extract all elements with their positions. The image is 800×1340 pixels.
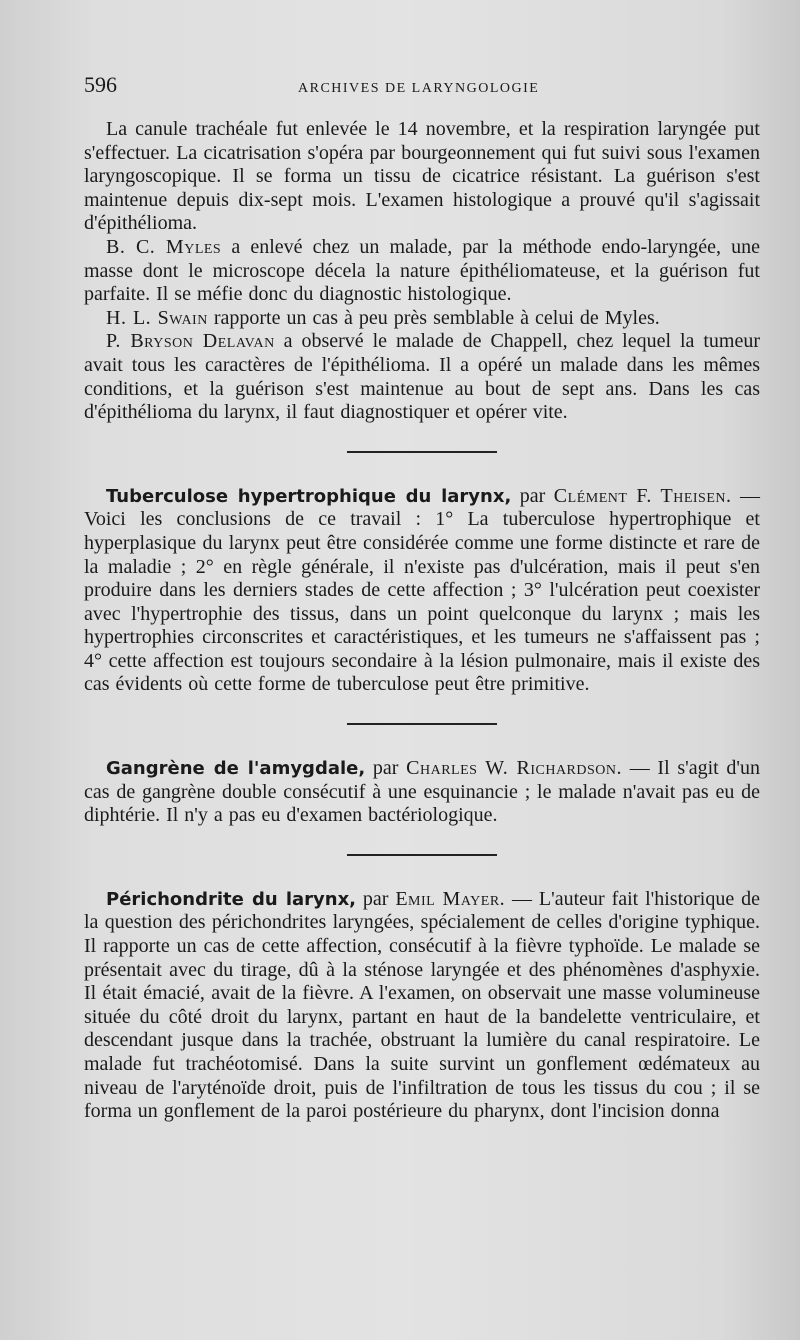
by-word: par <box>365 757 407 780</box>
intro-paragraph-3 <box>84 307 760 331</box>
paragraph-text: — Voici les conclusions de ce travail : 1° La tuberculose hypertrophique et hyperplasique du larynx peut être considérée comme une forme distincte et rare de la maladie ; 2° en règle générale, il n'existe pas d'ulcération, mais il peut s'en produire dans les derniers stades de cette affection ; 3° l'ulcération peut coexister avec l'hypertrophie des tissus, dans un point quelconque du larynx ; mais les hypertrophies circonscrites et caractéristiques, et les tumeurs ne s'affaissent pas ; 4° cette affection est toujours secondaire à la lésion pulmonaire, mais il existe des cas évidents où cette forme de tuberculose peut être primitive. <box>84 484 760 696</box>
body-text <box>84 118 760 1124</box>
section-divider <box>347 723 497 725</box>
author-name: B. C. Myles <box>106 235 222 258</box>
article-title: Périchondrite du larynx, <box>106 888 357 910</box>
paragraph-text: rapporte un cas à peu près semblable à celui de Myles. <box>207 306 660 329</box>
article-title: Tuberculose hypertrophique du larynx, <box>106 485 512 507</box>
section-tuberculose <box>84 485 760 697</box>
author-name: Clément F. Theisen. <box>553 484 732 507</box>
running-head <box>84 72 760 108</box>
intro-paragraph-2 <box>84 236 760 307</box>
author-name: P. Bryson Delavan <box>106 330 275 353</box>
section-divider <box>347 451 497 453</box>
author-name: Emil Mayer. <box>395 887 506 910</box>
by-word: par <box>511 484 554 507</box>
paragraph-text: — L'auteur fait l'historique de la question des périchondrites laryngées, spécialement de celles d'origine typhique. Il rapporte un cas de cette affection, consécutif à la fièvre typhoïde. Le malade se présentait avec du tirage, dû à la sténose laryngée et des phénomènes d'asphyxie. Il était émacié, avait de la fièvre. A l'examen, on observait une masse volumineuse située du côté droit du larynx, partant en haut de la bandelette ventriculaire, et descendant jusque dans la trachée, obstruant la lumière du canal respiratoire. Le malade fut trachéotomisé. Dans la suite survint un gonflement œdémateux au niveau de l'aryténoïde droit, puis de l'infiltration de tous les tissus du cou ; il se forma un gonflement de la paroi postérieure du pharynx, dont l'incision donna <box>84 887 760 1123</box>
author-name: H. L. Swain <box>106 306 208 329</box>
intro-paragraph-4 <box>84 330 760 424</box>
article-title: Gangrène de l'amygdale, <box>106 758 366 780</box>
section-perichondrite <box>84 888 760 1124</box>
journal-title: ARCHIVES DE LARYNGOLOGIE <box>298 81 540 96</box>
paragraph-text: a observé le malade de Chappell, chez lequel la tumeur avait tous les caractères de l'épithélioma. Il a opéré un malade dans les mêmes conditions, et la guérison s'est maintenue au bout de sept ans. Dans les cas d'épithélioma du larynx, il faut diagnostiquer et opérer vite. <box>84 330 760 424</box>
paragraph-text: a enlevé chez un malade, par la méthode endo-laryngée, une masse dont le microscope décela la nature épithéliomateuse, et la guérison fut parfaite. Il se méfie donc du diagnostic histologique. <box>84 235 760 306</box>
section-divider <box>347 854 497 856</box>
section-gangrene <box>84 757 760 828</box>
paragraph-text: — Il s'agit d'un cas de gangrène double consécutif à une esquinancie ; le malade n'avait pas eu de diphtérie. Il n'y a pas eu d'examen bactériologique. <box>84 757 760 827</box>
by-word: par <box>356 887 396 910</box>
author-name: Charles W. Richardson. <box>406 757 623 780</box>
intro-paragraph-1: La canule trachéale fut enlevée le 14 novembre, et la respiration laryngée put s'effectuer. La cicatrisation s'opéra par bourgeonnement qui fut suivi sous l'examen laryngoscopique. Il se forma un tissu de cicatrice résistant. La guérison s'est maintenue depuis dix-sept mois. L'examen histologique a prouvé qu'il s'agissait d'épithélioma. <box>84 118 760 235</box>
page-number: 596 <box>84 72 117 97</box>
